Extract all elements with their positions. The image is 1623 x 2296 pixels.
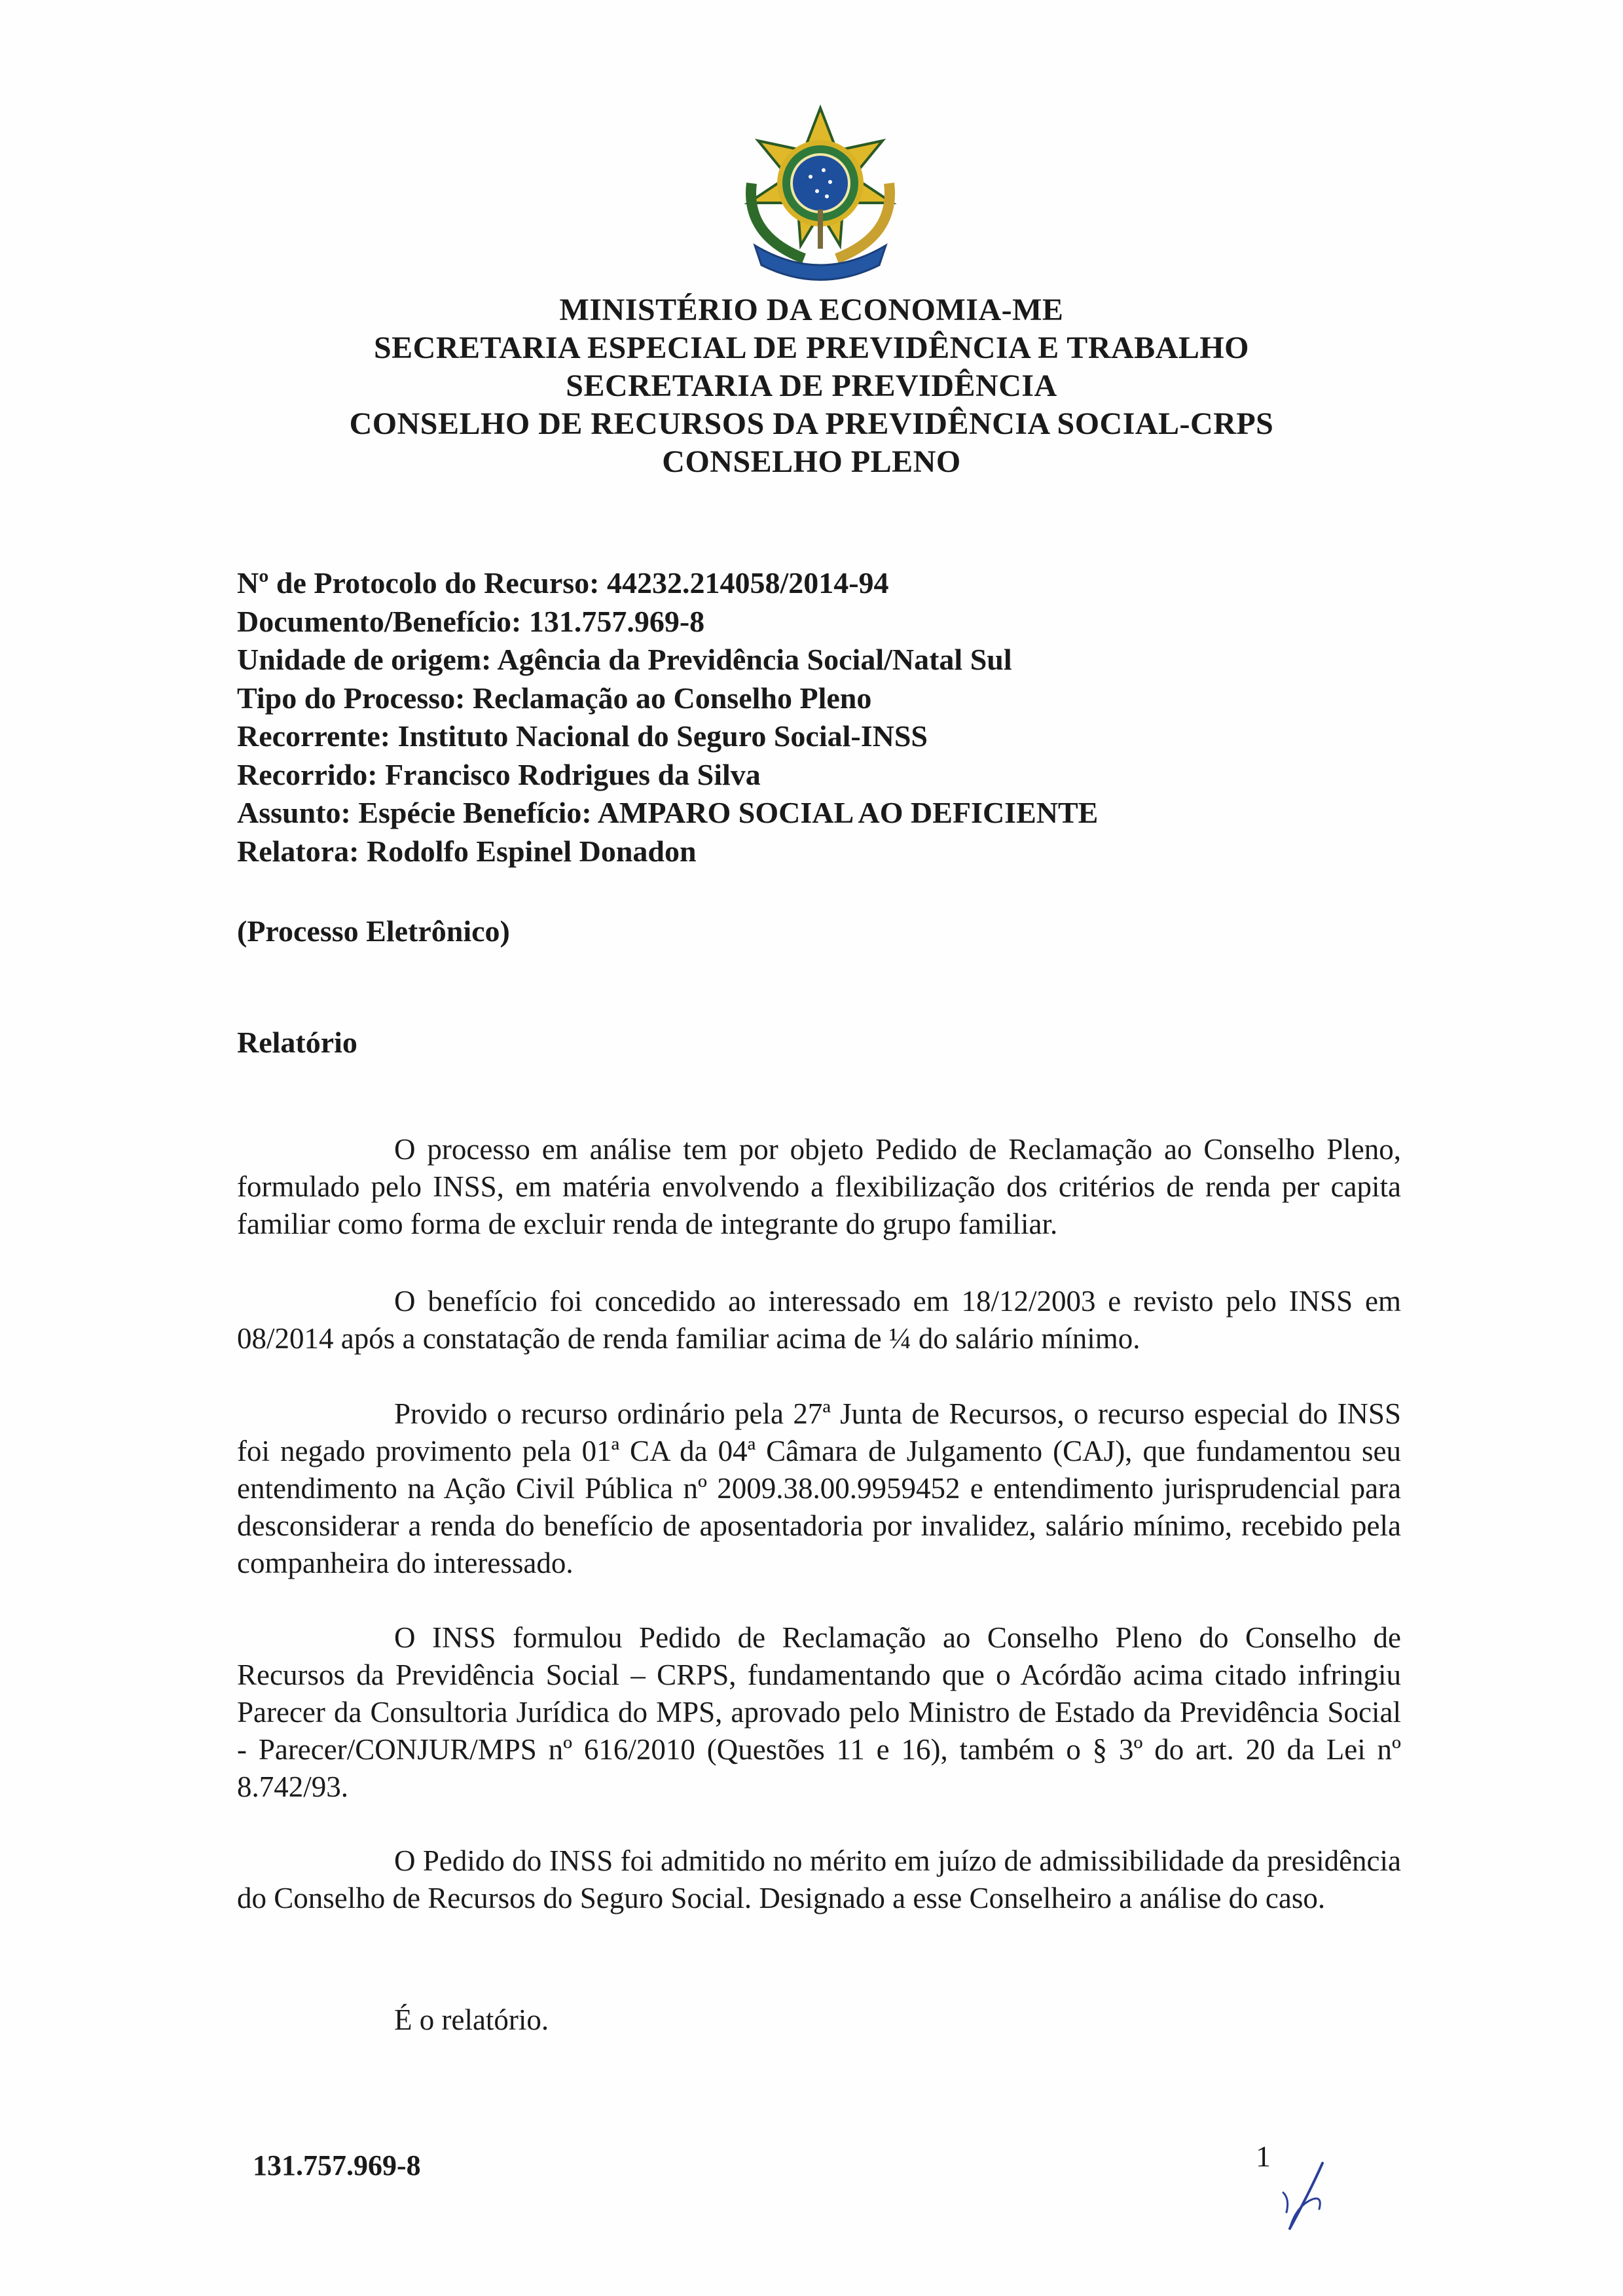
heading-line-council: CONSELHO DE RECURSOS DA PREVIDÊNCIA SOCIAL-CRPS [349,406,1274,441]
coat-of-arms-emblem [725,105,915,285]
paragraph-3: Provido o recurso ordinário pela 27ª Junta de Recursos, o recurso especial do INSS foi negado provimento pela 01ª CA da 04ª Câmara de Julgamento (CAJ), que fundamentou seu entendimento na Ação Civil Pública nº 2009.38.00.9959452 e entendimento jurisprudencial para desconsiderar a renda do benefício de aposentadoria por invalidez, salário mínimo, recebido pela companheira do interessado. [237,1397,1401,1579]
heading-line-ministry: MINISTÉRIO DA ECONOMIA-ME [559,293,1064,327]
metadata-appellant: Recorrente: Instituto Nacional do Seguro Social-INSS [237,719,928,753]
paragraph-4: O INSS formulou Pedido de Reclamação ao Conselho Pleno do Conselho de Recursos da Previdência Social – CRPS, fundamentando que o Acórdão acima citado infringiu Parecer da Consultoria Jurídica do MPS, aprovado pelo Ministro de Estado da Previdência Social - Parecer/CONJUR/MPS nº 616/2010 (Questões 11 e 16), também o § 3º do art. 20 da Lei nº 8.742/93. [237,1621,1401,1803]
handwritten-initials-signature [1277,2160,1336,2232]
paragraph-2: O benefício foi concedido ao interessado em 18/12/2003 e revisto pelo INSS em 08/2014 após a constatação de renda familiar acima de ¼ do salário mínimo. [237,1285,1401,1355]
page-number: 1 [1256,2140,1271,2173]
closing-line: É o relatório. [394,2003,549,2036]
metadata-protocol: Nº de Protocolo do Recurso: 44232.214058/2014-94 [237,566,889,600]
heading-line-secretariat: SECRETARIA DE PREVIDÊNCIA [566,368,1057,403]
case-metadata [237,564,1098,870]
metadata-rapporteur: Relatora: Rodolfo Espinel Donadon [237,834,697,868]
institution-heading [0,291,1623,481]
metadata-origin-unit: Unidade de origem: Agência da Previdência Social/Natal Sul [237,643,1012,676]
heading-line-special-secretariat: SECRETARIA ESPECIAL DE PREVIDÊNCIA E TRABALHO [373,331,1250,365]
metadata-document: Documento/Benefício: 131.757.969-8 [237,604,705,638]
metadata-appellee: Recorrido: Francisco Rodrigues da Silva [237,757,761,791]
footer-document-number: 131.757.969-8 [253,2149,421,2181]
section-title: Relatório [237,1026,357,1059]
paragraph-5: O Pedido do INSS foi admitido no mérito em juízo de admissibilidade da presidência do Conselho de Recursos do Seguro Social. Designado a esse Conselheiro a análise do caso. [237,1844,1401,1914]
heading-line-plenary: CONSELHO PLENO [662,444,961,479]
metadata-subject: Assunto: Espécie Benefício: AMPARO SOCIAL AO DEFICIENTE [237,796,1099,829]
paragraph-1: O processo em análise tem por objeto Pedido de Reclamação ao Conselho Pleno, formulado pelo INSS, em matéria envolvendo a flexibilização dos critérios de renda per capita familiar como forma de excluir renda de integrante do grupo familiar. [237,1133,1401,1240]
metadata-process-type: Tipo do Processo: Reclamação ao Conselho Pleno [237,681,872,715]
electronic-process-note: (Processo Eletrônico) [237,914,510,948]
